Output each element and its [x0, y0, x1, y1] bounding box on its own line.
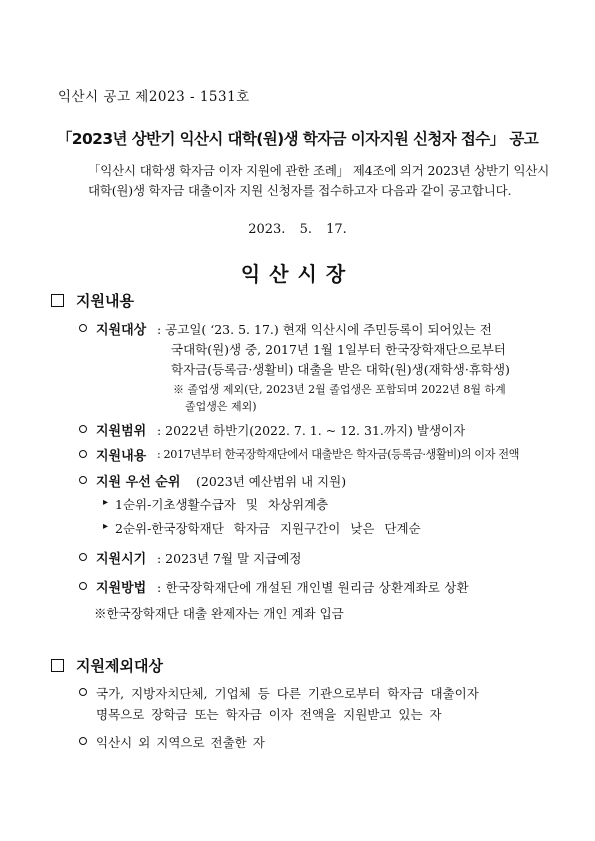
- content-text: : 2017년부터 한국장학재단에서 대출받은 학자금(등록금·생활비)의 이자 전액: [157, 448, 520, 461]
- method-note: ※한국장학재단 대출 완제자는 개인 계좌 입금: [94, 606, 344, 621]
- priority-item-1: 1순위-기초생활수급자 및 차상위계층: [115, 497, 329, 512]
- priority-item-2: 2순위-한국장학재단 학자금 지원구간이 낮은 단계순: [115, 521, 421, 536]
- triangle-right-icon: ▸: [103, 521, 109, 532]
- target-line-2: 국대학(원)생 중, 2017년 1월 1일부터 한국장학재단으로부터: [171, 342, 506, 357]
- triangle-right-icon: ▸: [103, 497, 109, 508]
- section-heading-support: 지원내용: [76, 292, 134, 310]
- intro-line-1: 「익산시 대학생 학자금 이자 지원에 관한 조례」 제4조에 의거 2023년 상반기 익산시: [88, 163, 550, 178]
- exclusion-item-1-line-1: 국가, 지방자치단체, 기업체 등 다른 기관으로부터 학자금 대출이자: [96, 686, 479, 701]
- target-note-2: 졸업생은 제외): [185, 400, 257, 413]
- target-note-1: ※ 졸업생 제외(단, 2023년 2월 졸업생은 포함되며 2022년 8월 하계: [173, 383, 506, 396]
- timing-text: : 2023년 7월 말 지급예정: [157, 551, 302, 566]
- bullet-icon: [79, 582, 87, 590]
- intro-line-2: 대학(원)생 학자금 대출이자 지원 신청자를 접수하고자 다음과 같이 공고합니다.: [88, 183, 512, 198]
- section-checkbox-icon: [51, 294, 64, 307]
- bullet-icon: [79, 324, 87, 332]
- bullet-icon: [79, 688, 87, 696]
- method-text: : 한국장학재단에 개설된 개인별 원리금 상환계좌로 상환: [157, 580, 469, 595]
- document-title: 「2023년 상반기 익산시 대학(원)생 학자금 이자지원 신청자 접수」 공고: [56, 130, 539, 148]
- bullet-icon: [79, 737, 87, 745]
- scope-label: 지원범위: [96, 424, 147, 439]
- content-label: 지원내용: [96, 449, 147, 464]
- target-line-1: : 공고일( ‘23. 5. 17.) 현재 익산시에 주민등록이 되어있는 전: [157, 322, 492, 337]
- section-heading-exclusion: 지원제외대상: [76, 657, 163, 675]
- scope-text: : 2022년 하반기(2022. 7. 1. ~ 12. 31.까지) 발생이자: [157, 423, 466, 438]
- bullet-icon: [79, 553, 87, 561]
- priority-suffix: (2023년 예산범위 내 지원): [196, 474, 347, 489]
- notice-date: 2023. 5. 17.: [248, 222, 347, 237]
- priority-label: 지원 우선 순위: [96, 475, 181, 490]
- exclusion-item-2: 익산시 외 지역으로 전출한 자: [96, 735, 265, 750]
- bullet-icon: [79, 476, 87, 484]
- notice-number: 익산시 공고 제2023 - 1531호: [58, 89, 250, 105]
- target-line-3: 학자금(등록금·생활비) 대출을 받은 대학(원)생(재학생·휴학생): [171, 362, 510, 377]
- method-label: 지원방법: [96, 581, 147, 596]
- bullet-icon: [79, 425, 87, 433]
- bullet-icon: [79, 450, 87, 458]
- exclusion-item-1-line-2: 명목으로 장학금 또는 학자금 이자 전액을 지원받고 있는 자: [96, 707, 442, 722]
- target-label: 지원대상: [96, 323, 147, 338]
- section-checkbox-icon: [51, 659, 64, 672]
- timing-label: 지원시기: [96, 552, 147, 567]
- issuer-name: 익산시장: [240, 262, 355, 286]
